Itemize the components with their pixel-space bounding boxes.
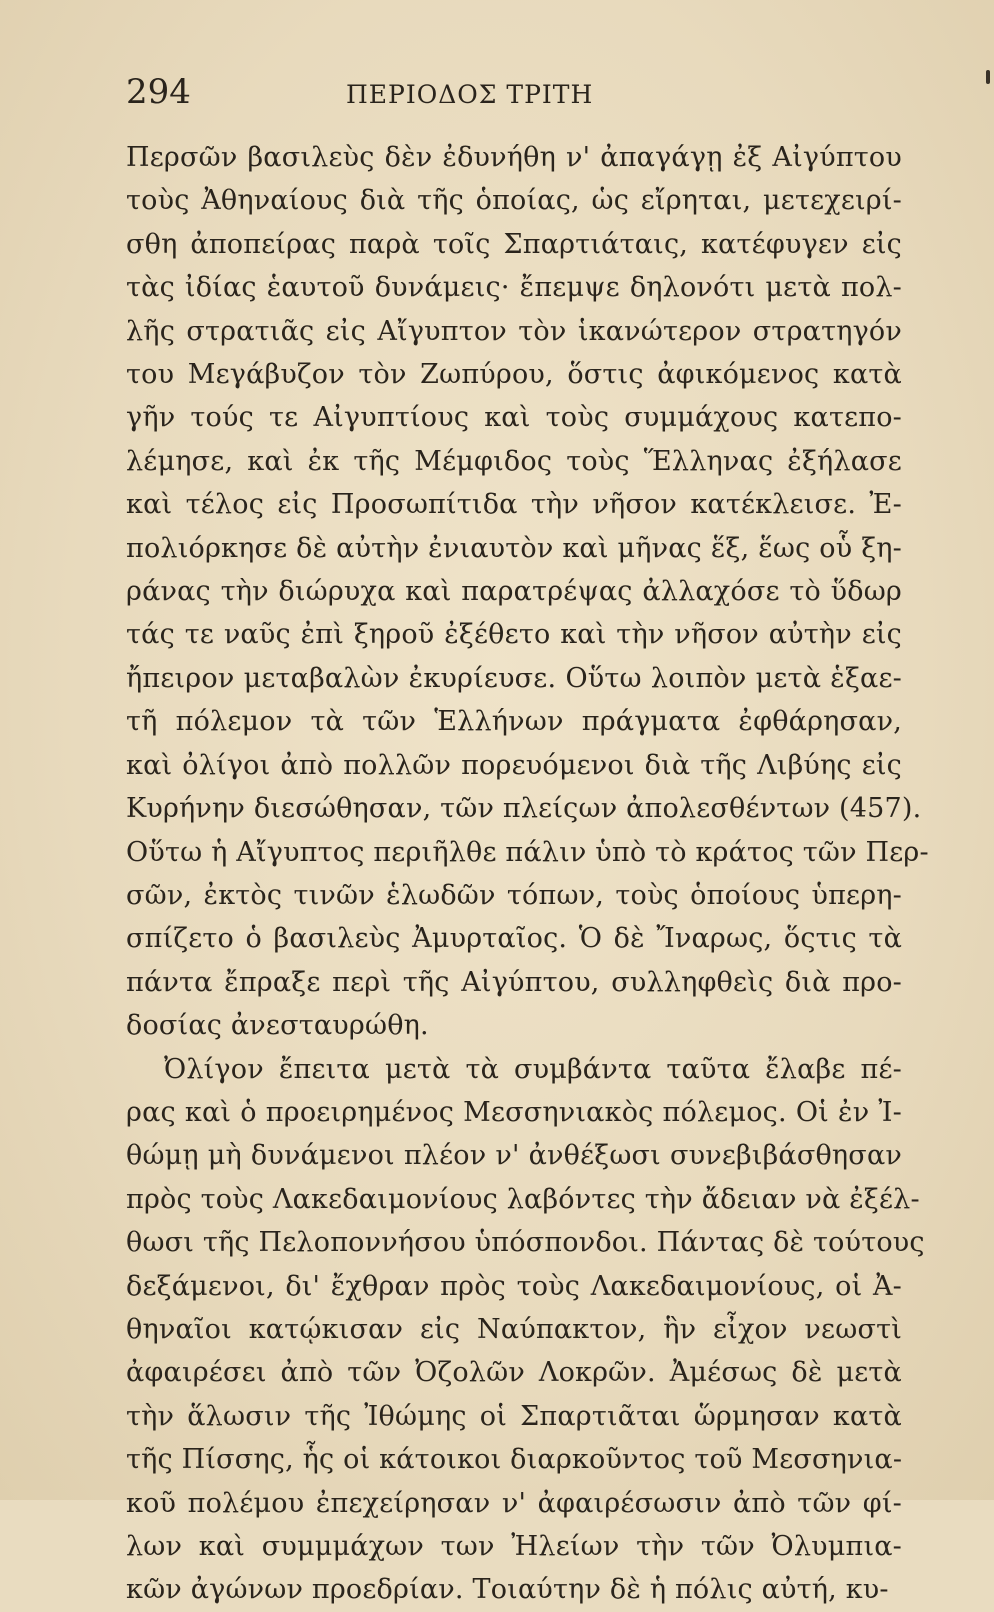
text-line: θηναῖοι κατῴκισαν εἰς Ναύπακτον, ἣν εἶχον νεωστὶ [126,1313,902,1345]
text-line: τοὺς Ἀθηναίους διὰ τῆς ὁποίας, ὡς εἴρηται, μετεχειρί- [126,185,902,217]
text-line: καὶ ὀλίγοι ἀπὸ πολλῶν πορευόμενοι διὰ τῆς Λιβύης εἰς [126,749,902,781]
text-line: τὰς ἰδίας ἑαυτοῦ δυνάμεις· ἔπεμψε δηλονότι μετὰ πολ- [126,272,902,304]
text-line: Περσῶν βασιλεὺς δὲν ἐδυνήθη ν' ἀπαγάγῃ ἐξ Αἰγύπτου [126,142,902,173]
page-header [126,72,902,118]
text-line: καὶ τέλος εἰς Προσωπίτιδα τὴν νῆσον κατέκλεισε. Ἐ- [126,489,902,521]
text-line: πάντα ἔπραξε περὶ τῆς Αἰγύπτου, συλληφθεὶς διὰ προ- [126,966,902,998]
text-line: τάς τε ναῦς ἐπὶ ξηροῦ ἐξέθετο καὶ τὴν νῆσον αὐτὴν εἰς [126,619,902,651]
text-line: κῶν ἀγώνων προεδρίαν. Τοιαύτην δὲ ἡ πόλις αὐτή, κυ- [126,1574,889,1606]
text-line: σπίζετο ὁ βασιλεὺς Ἀμυρταῖος. Ὁ δὲ Ἴναρως, ὅςτις τὰ [126,923,902,955]
page-number: 294 [126,72,191,112]
text-line: ρας καὶ ὁ προειρημένος Μεσσηνιακὸς πόλεμος. Οἱ ἐν Ἰ- [126,1096,902,1128]
text-line: σθη ἀποπείρας παρὰ τοῖς Σπαρτιάταις, κατέφυγεν εἰς [126,228,902,260]
text-line: δεξάμενοι, δι' ἔχθραν πρὸς τοὺς Λακεδαιμονίους, οἱ Ἀ- [126,1270,902,1302]
text-line: Κυρήνην διεσώθησαν, τῶν πλείςων ἀπολεσθέντων (457). [126,793,922,825]
text-line: πολιόρκησε δὲ αὐτὴν ἐνιαυτὸν καὶ μῆνας ἕξ, ἕως οὗ ξη- [126,532,902,564]
text-line: ράνας τὴν διώρυχα καὶ παρατρέψας ἀλλαχόσε τὸ ὕδωρ [126,576,902,608]
edge-mark [986,70,990,84]
text-line: Οὕτω ἡ Αἴγυπτος περιῆλθε πάλιν ὑπὸ τὸ κράτος τῶν Περ- [126,836,929,868]
text-line: ἤπειρον μεταβαλὼν ἐκυρίευσε. Οὕτω λοιπὸν μετὰ ἑξαε- [126,662,902,694]
text-line: κοῦ πολέμου ἐπεχείρησαν ν' ἀφαιρέσωσιν ἀπὸ τῶν φί- [126,1487,902,1519]
text-line: Ὀλίγον ἔπειτα μετὰ τὰ συμβάντα ταῦτα ἔλαβε πέ- [164,1053,902,1085]
body-text [126,136,929,1612]
text-line: λέμησε, καὶ ἐκ τῆς Μέμφιδος τοὺς Ἕλληνας ἐξήλασε [126,445,902,477]
text-line: πρὸς τοὺς Λακεδαιμονίους λαβόντες τὴν ἄδειαν νὰ ἐξέλ- [126,1183,920,1215]
text-line: γῆν τούς τε Αἰγυπτίους καὶ τοὺς συμμάχους κατεπο- [126,402,902,434]
text-line: θώμῃ μὴ δυνάμενοι πλέον ν' ἀνθέξωσι συνεβιβάσθησαν [126,1140,902,1172]
text-line: τῆ πόλεμον τὰ τῶν Ἑλλήνων πράγματα ἐφθάρησαν, [126,706,902,738]
text-line: δοσίας ἀνεσταυρώθη. [126,1010,429,1042]
text-line: λων καὶ συμμμάχων των Ἠλείων τὴν τῶν Ὀλυμπια- [126,1531,902,1562]
text-line: του Μεγάβυζον τὸν Ζωπύρου, ὅστις ἀφικόμενος κατὰ [126,359,902,391]
text-line: τὴν ἅλωσιν τῆς Ἰθώμης οἱ Σπαρτιᾶται ὥρμησαν κατὰ [126,1400,902,1432]
text-line: θωσι τῆς Πελοποννήσου ὑπόσπονδοι. Πάντας δὲ τούτους [126,1227,925,1259]
text-line: λῆς στρατιᾶς εἰς Αἴγυπτον τὸν ἱκανώτερον στρατηγόν [126,315,902,347]
text-line: ἀφαιρέσει ἀπὸ τῶν Ὀζολῶν Λοκρῶν. Ἀμέσως δὲ μετὰ [126,1357,902,1389]
text-line: σῶν, ἐκτὸς τινῶν ἑλωδῶν τόπων, τοὺς ὁποίους ὑπερη- [126,879,902,911]
text-line: τῆς Πίσσης, ἧς οἱ κάτοικοι διαρκοῦντος τοῦ Μεσσηνια- [126,1444,903,1476]
running-title: ΠΕΡΙΟΔΟΣ ΤΡΙΤΗ [346,80,594,109]
